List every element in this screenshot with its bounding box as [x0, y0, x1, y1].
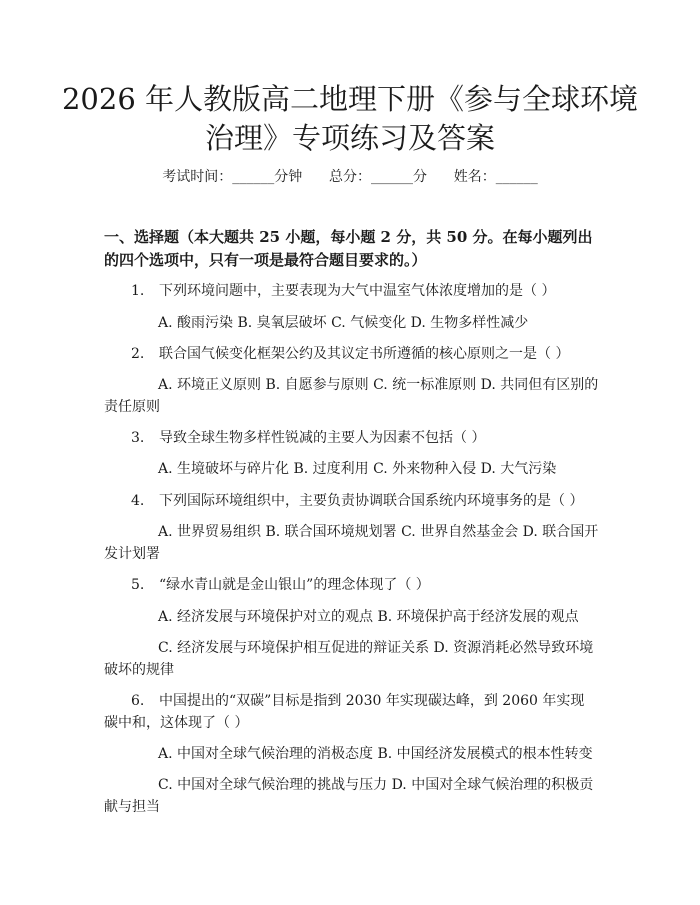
document-title-line-2: 治理》专项练习及答案	[204, 121, 495, 155]
question-6	[104, 690, 598, 734]
question-3	[104, 427, 598, 449]
question-4	[104, 490, 598, 512]
question-number: 2.	[131, 346, 145, 362]
question-number: 1.	[131, 283, 145, 299]
exam-info-line: 考试时间：______分钟 总分：______分 姓名：______	[162, 169, 538, 185]
question-stem: 下列国际环境组织中，主要负责协调联合国系统内环境事务的是（ ）	[159, 493, 584, 509]
document-title-line-1: 2026 年人教版高二地理下册《参与全球环境	[61, 82, 639, 116]
question-number: 3.	[131, 430, 145, 446]
question-3-options: A. 生境破坏与碎片化 B. 过度利用 C. 外来物种入侵 D. 大气污染	[158, 461, 557, 477]
section-heading: 一、选择题（本大题共 25 小题，每小题 2 分，共 50 分。在每小题列出的四个选项中，只有一项是最符合题目要求的。）	[104, 228, 593, 269]
question-stem: 导致全球生物多样性锐减的主要人为因素不包括（ ）	[159, 430, 486, 446]
question-5	[104, 574, 598, 596]
question-6-options-line-2: C. 中国对全球气候治理的挑战与压力 D. 中国对全球气候治理的积极贡献与担当	[104, 777, 594, 815]
question-2-options: A. 环境正义原则 B. 自愿参与原则 C. 统一标准原则 D. 共同但有区别的责任原则	[104, 377, 599, 415]
question-stem: 中国提出的“双碳”目标是指到 2030 年实现碳达峰，到 2060 年实现碳中和，这体现了（ ）	[104, 693, 585, 731]
question-number: 4.	[131, 493, 145, 509]
question-number: 5.	[131, 577, 145, 593]
question-1	[104, 280, 598, 302]
question-6-options-line-1: A. 中国对全球气候治理的消极态度 B. 中国经济发展模式的根本性转变	[158, 746, 593, 762]
question-5-options-line-1: A. 经济发展与环境保护对立的观点 B. 环境保护高于经济发展的观点	[158, 609, 579, 625]
question-1-options: A. 酸雨污染 B. 臭氧层破坏 C. 气候变化 D. 生物多样性减少	[158, 315, 529, 331]
question-number: 6.	[131, 693, 145, 709]
question-2	[104, 343, 598, 365]
question-5-options-line-2: C. 经济发展与环境保护相互促进的辩证关系 D. 资源消耗必然导致环境破坏的规律	[104, 640, 594, 678]
document-title	[60, 80, 640, 158]
question-4-options: A. 世界贸易组织 B. 联合国环境规划署 C. 世界自然基金会 D. 联合国开发计划署	[104, 524, 599, 562]
question-stem: “绿水青山就是金山银山”的理念体现了（ ）	[159, 577, 430, 593]
question-stem: 联合国气候变化框架公约及其议定书所遵循的核心原则之一是（ ）	[159, 346, 570, 362]
question-stem: 下列环境问题中，主要表现为大气中温室气体浓度增加的是（ ）	[159, 283, 556, 299]
